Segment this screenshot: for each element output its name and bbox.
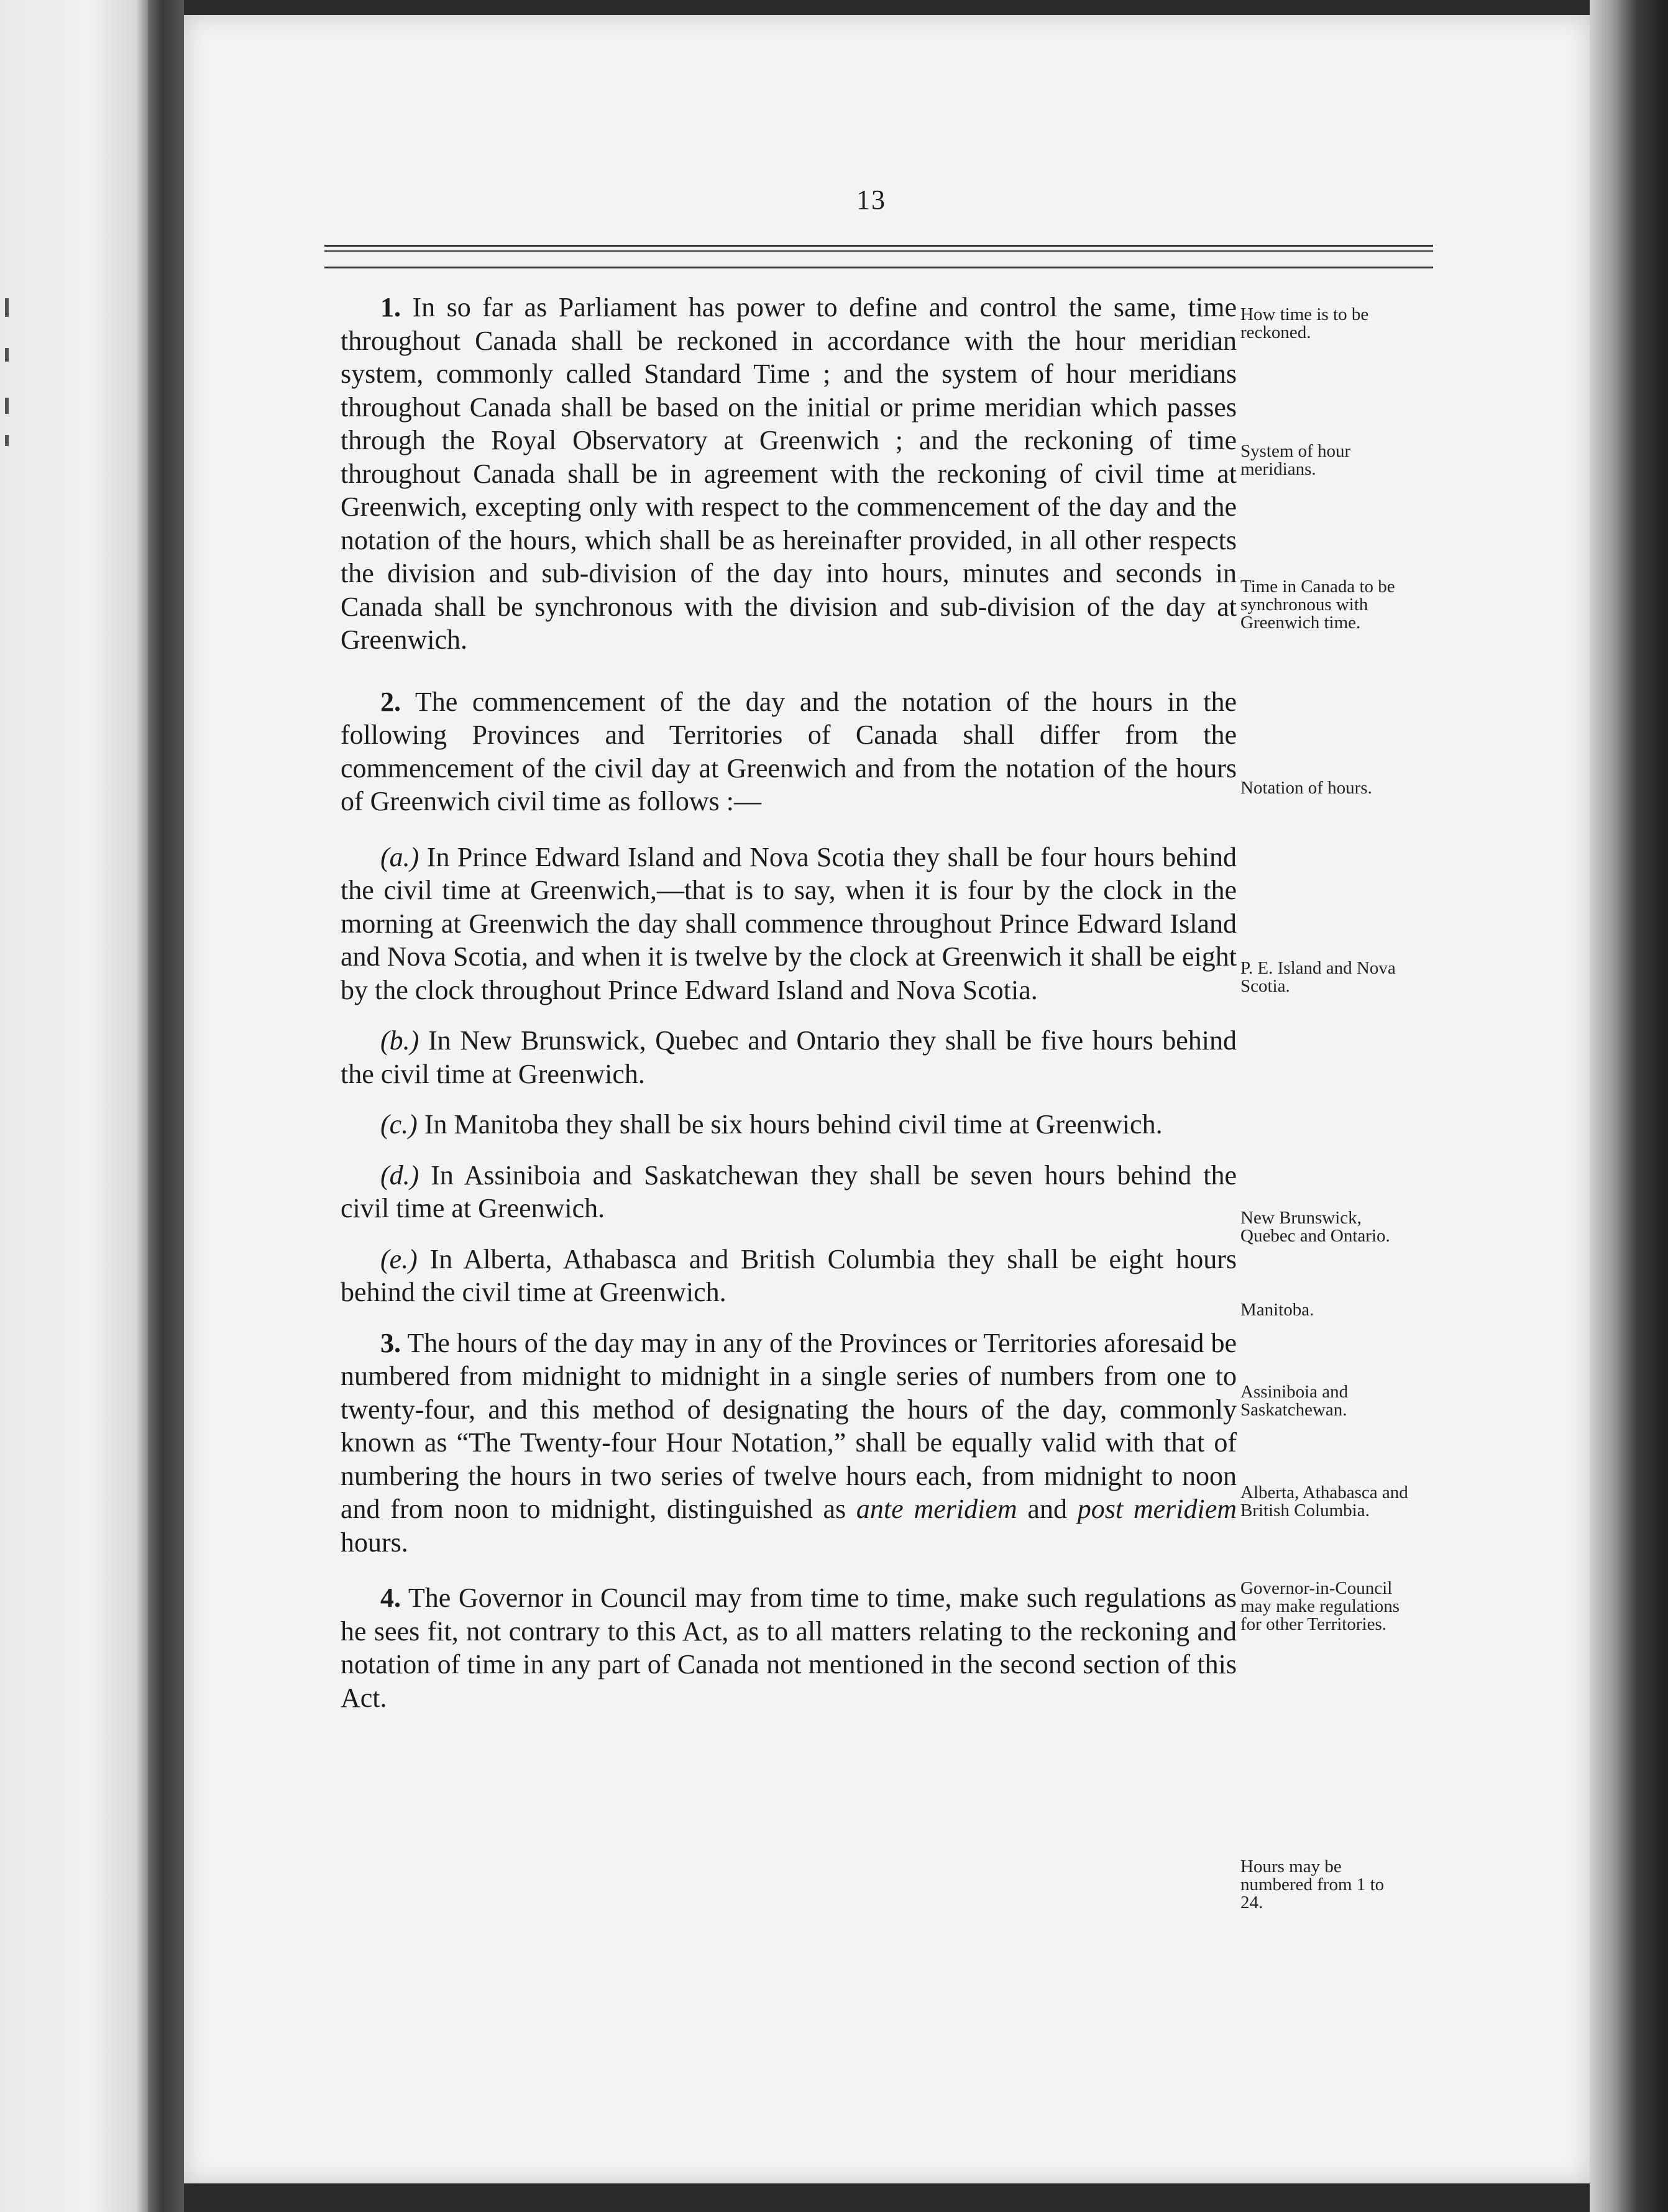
marginal-note: How time is to be reckoned. xyxy=(1240,304,1369,342)
section-4 xyxy=(341,1581,1237,1714)
act-text xyxy=(341,291,1237,1714)
subsection-label: (b.) xyxy=(380,1025,419,1056)
subsection-e xyxy=(341,1243,1237,1309)
marginal-note: New Brunswick, Quebec and Ontario. xyxy=(1240,1208,1390,1246)
section-2 xyxy=(341,685,1237,818)
subsection-label: (d.) xyxy=(380,1159,419,1191)
subsection-d xyxy=(341,1159,1237,1225)
italic-term: ante meridiem xyxy=(856,1494,1017,1524)
section-text: The hours of the day may in any of the Provinces or Territories aforesaid be numbered from midnight to midnight in a single series of numbers from one to twenty-four, and this method of designating the hours of the day, commonly known as “The Twenty-four Hour Notation,” shall be equally valid with that of numbering the hours in two series of twelve hours each, from midnight to noon and from noon to midnight, distinguished as xyxy=(341,1327,1237,1524)
page-edge-shadow xyxy=(1590,0,1668,2212)
subsection-c xyxy=(341,1108,1237,1141)
section-text: hours. xyxy=(341,1527,408,1558)
facing-page-edge xyxy=(0,0,148,2212)
subsection-label: (c.) xyxy=(380,1109,418,1140)
subsection-b xyxy=(341,1024,1237,1090)
header-rule xyxy=(324,245,1433,247)
marginal-note: Alberta, Athabasca and British Columbia. xyxy=(1240,1483,1408,1520)
subsection-label: (e.) xyxy=(380,1243,418,1274)
page-number: 13 xyxy=(856,185,886,215)
book-gutter xyxy=(148,0,184,2212)
subsection-label: (a.) xyxy=(380,841,419,872)
section-number: 2. xyxy=(380,686,401,717)
section-text: The Governor in Council may from time to time, make such regulations as he sees fit, not contrary to this Act, as to all matters relating to the reckoning and notation of time in any part of Canada not mentioned in the second section of this Act. xyxy=(341,1583,1237,1713)
section-number: 3. xyxy=(380,1327,401,1358)
marginal-note: P. E. Island and Nova Scotia. xyxy=(1240,958,1396,996)
section-text: In Manitoba they shall be six hours behind civil time at Greenwich. xyxy=(417,1109,1163,1140)
marginal-note: Notation of hours. xyxy=(1240,778,1372,798)
marginal-note: Manitoba. xyxy=(1240,1300,1314,1320)
marginal-note: Hours may be numbered from 1 to 24. xyxy=(1240,1857,1385,1913)
section-number: 1. xyxy=(380,292,401,322)
section-text: In Assiniboia and Saskatchewan they shall be seven hours behind the civil time at Greenwich. xyxy=(341,1159,1237,1223)
marginal-note: Governor-in-Council may make regulations for other Territories. xyxy=(1240,1578,1400,1634)
subsection-a xyxy=(341,841,1237,1007)
section-text: and xyxy=(1017,1494,1078,1524)
section-text: In so far as Parliament has power to define and control the same, time throughout Canada shall be reckoned in accordance with the hour meridian system, commonly called Standard Time ; and the system of hour meridians throughout Canada shall be based on the initial or prime meridian which passes through the Royal Observatory at Greenwich ; and the reckoning of time throughout Canada shall be in agreement with the reckoning of civil time at Greenwich, excepting only with respect to the commencement of the day and the notation of the hours, which shall be as hereinafter provided, in all other respects the division and sub-division of the day into hours, minutes and seconds in Canada shall be synchronous with the division and sub-division of the day at Greenwich. xyxy=(341,292,1237,655)
marginal-note: Time in Canada to be synchronous with Greenwich time. xyxy=(1240,577,1395,633)
section-1 xyxy=(341,291,1237,657)
section-text: The commencement of the day and the notation of the hours in the following Provinces and Territories of Canada shall differ from the commencement of the civil day at Greenwich and from the notation of the hours of Greenwich civil time as follows :— xyxy=(341,686,1237,816)
section-text: In Prince Edward Island and Nova Scotia they shall be four hours behind the civil time at Greenwich,—that is to say, when it is four by the clock in the morning at Greenwich the day shall commence throughout Prince Edward Island and Nova Scotia, and when it is twelve by the clock at Greenwich it shall be eight by the clock throughout Prince Edward Island and Nova Scotia. xyxy=(341,841,1237,1005)
marginal-note: System of hour meridians. xyxy=(1240,441,1351,479)
section-text: In New Brunswick, Quebec and Ontario they shall be five hours behind the civil time at Greenwich. xyxy=(341,1025,1237,1089)
section-text: In Alberta, Athabasca and British Columbia they shall be eight hours behind the civil time at Greenwich. xyxy=(341,1243,1237,1307)
italic-term: post meridiem xyxy=(1077,1494,1237,1524)
header-rule xyxy=(324,267,1433,268)
header-rule xyxy=(324,250,1433,252)
section-3 xyxy=(341,1327,1237,1560)
section-number: 4. xyxy=(380,1583,401,1613)
marginal-note: Assiniboia and Saskatchewan. xyxy=(1240,1382,1349,1420)
